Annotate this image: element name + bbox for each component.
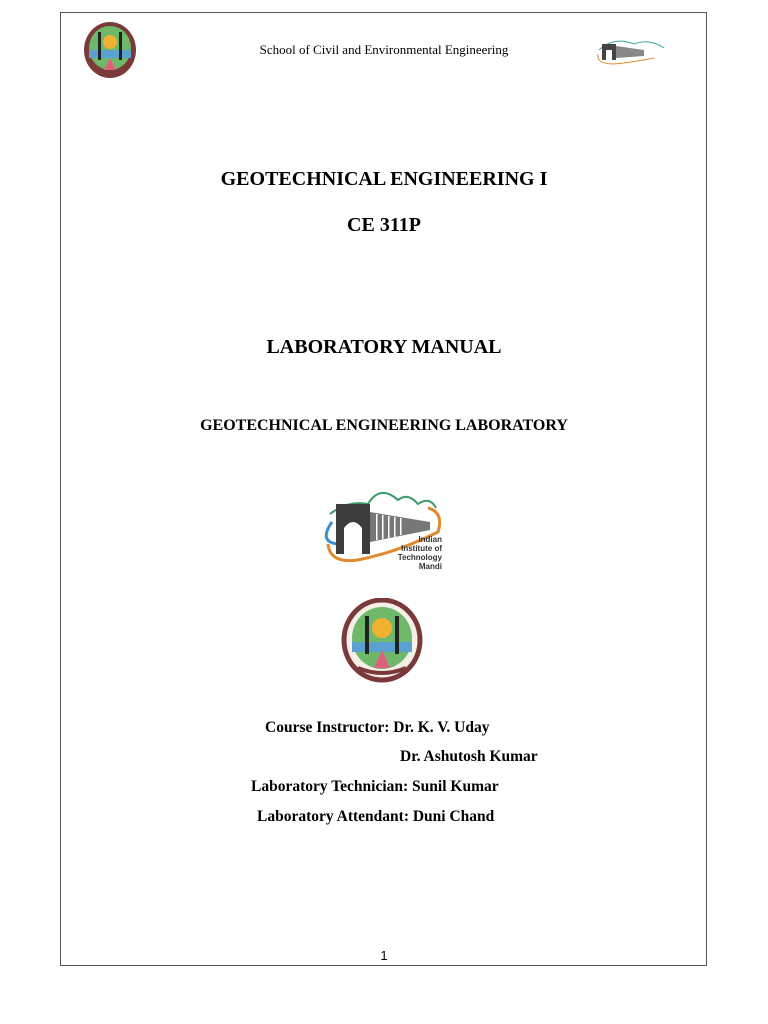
attendant-name: Duni Chand [412, 808, 495, 825]
manual-title: LABORATORY MANUAL [266, 336, 502, 358]
school-seal-logo [340, 598, 424, 684]
logo-text-2: Institute of [401, 544, 442, 553]
technician-line [251, 778, 499, 796]
logo-text-4: Mandi [418, 562, 442, 571]
instructor-1: Dr. K. V. Uday [393, 719, 490, 736]
page-number: 1 [380, 948, 388, 963]
logo-text-1: Indian [418, 535, 442, 544]
logo-text-3: Technology [397, 553, 442, 562]
technician-name: Sunil Kumar [412, 778, 499, 795]
attendant-line [257, 808, 494, 826]
header-school-name: School of Civil and Environmental Engineering [259, 42, 509, 57]
attendant-label: Laboratory Attendant: [257, 808, 409, 825]
course-code: CE 311P [347, 214, 421, 236]
instructor-label: Course Instructor: [265, 719, 390, 736]
technician-label: Laboratory Technician: [251, 778, 409, 795]
instructor-2: Dr. Ashutosh Kumar [400, 748, 538, 765]
course-title: GEOTECHNICAL ENGINEERING I [220, 168, 548, 190]
lab-title: GEOTECHNICAL ENGINEERING LABORATORY [200, 417, 568, 434]
iit-mandi-logo [318, 482, 448, 576]
instructor-line [265, 719, 489, 737]
